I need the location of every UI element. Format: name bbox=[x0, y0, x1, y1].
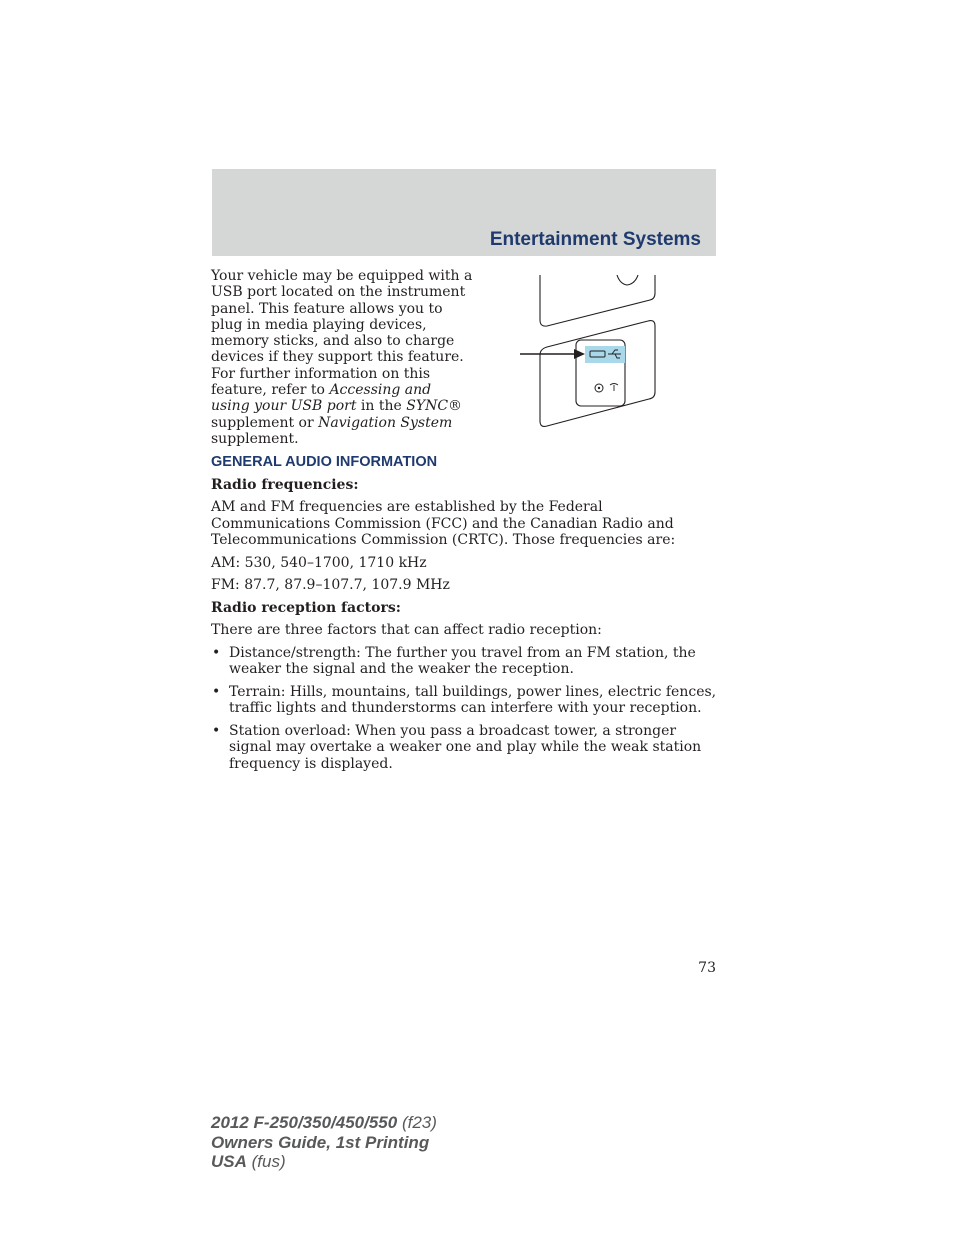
footer-model-code: (f23) bbox=[397, 1113, 437, 1132]
sync-reference: SYNC® bbox=[406, 398, 463, 415]
page-number: 73 bbox=[698, 960, 716, 976]
lower-panel-outline bbox=[540, 321, 655, 427]
footer-edition-info bbox=[211, 1113, 437, 1172]
list-item bbox=[211, 684, 721, 717]
pointer-arrow-head bbox=[574, 349, 585, 359]
list-item-text: Station overload: When you pass a broadcast tower, a stronger signal may overtake a weaker one and play while the weak station frequency is displayed. bbox=[229, 722, 702, 772]
reception-intro: There are three factors that can affect radio reception: bbox=[211, 622, 602, 638]
bullet-icon: • bbox=[212, 722, 221, 739]
aux-symbol-icon bbox=[610, 384, 618, 392]
list-item-text: Distance/strength: The further you travel from an FM station, the weaker the signal and the weaker the reception. bbox=[229, 644, 696, 677]
am-frequencies: AM: 530, 540–1700, 1710 kHz bbox=[211, 554, 427, 571]
footer-line-2: Owners Guide, 1st Printing bbox=[211, 1132, 430, 1152]
fm-frequencies: FM: 87.7, 87.9–107.7, 107.9 MHz bbox=[211, 577, 450, 593]
intro-text-supplement-or: supplement or bbox=[211, 414, 319, 431]
list-item bbox=[211, 723, 721, 773]
footer-line-1 bbox=[211, 1113, 437, 1133]
footer-model: 2012 F-250/350/450/550 bbox=[211, 1113, 398, 1132]
list-item-text: Terrain: Hills, mountains, tall buildings, power lines, electric fences, traffic lights and thunderstorms can interfere with your reception. bbox=[229, 683, 717, 716]
bullet-icon: • bbox=[212, 644, 221, 661]
navigation-reference: Navigation System bbox=[318, 414, 453, 431]
radio-frequencies-label: Radio frequencies: bbox=[211, 476, 359, 493]
general-audio-section bbox=[211, 454, 721, 778]
footer-region-code: (fus) bbox=[246, 1152, 286, 1171]
cup-shape bbox=[617, 275, 638, 285]
footer-region: USA bbox=[211, 1152, 247, 1171]
page-title: Entertainment Systems bbox=[489, 229, 701, 250]
reception-factors-list bbox=[211, 645, 721, 773]
footer-line-3 bbox=[211, 1152, 437, 1172]
reception-factors-label: Radio reception factors: bbox=[211, 599, 401, 616]
list-item bbox=[211, 645, 721, 678]
header-band bbox=[212, 169, 716, 256]
intro-text: Your vehicle may be equipped with a USB port located on the instrument panel. This feature allows you to plug in media playing devices, memory sticks, and also to charge devices if they support this feature. For further information on this feature, refer to bbox=[211, 268, 473, 399]
intro-text-end: supplement. bbox=[211, 430, 299, 447]
upper-panel-outline bbox=[540, 275, 655, 326]
frequencies-paragraph: AM and FM frequencies are established by the Federal Communications Commission (FCC) and the Canadian Radio and Telecommunications Commission (CRTC). Those frequencies are: bbox=[211, 499, 676, 548]
usb-port-illustration bbox=[514, 272, 664, 432]
usb-port-reference: Accessing and using your USB port bbox=[211, 382, 432, 415]
intro-text-in-the: in the bbox=[356, 398, 407, 415]
bullet-icon: • bbox=[212, 683, 221, 700]
intro-paragraph bbox=[211, 268, 473, 447]
section-heading: GENERAL AUDIO INFORMATION bbox=[211, 454, 438, 470]
aux-jack-center-icon bbox=[598, 387, 600, 389]
